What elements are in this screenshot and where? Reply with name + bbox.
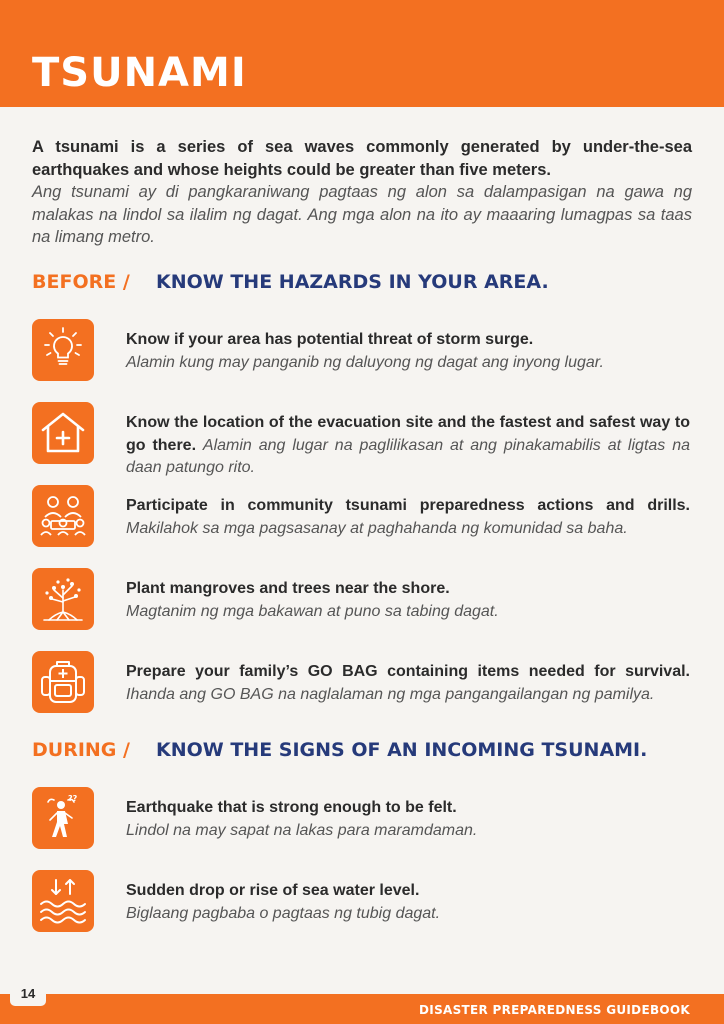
water-level-icon	[32, 870, 94, 932]
item-tagalog: Alamin ang lugar na paglilikasan at ang pinakamabilis at ligtas na daan patungo rito.	[126, 436, 690, 476]
page-header	[0, 0, 724, 107]
intro-english: A tsunami is a series of sea waves commonly generated by under-the-sea earthquakes and whose heights could be greater than five meters.	[32, 138, 692, 179]
item-english: Participate in community tsunami preparedness actions and drills.	[126, 497, 690, 514]
before-item-storm-surge	[32, 319, 694, 381]
item-tagalog: Lindol na may sapat na lakas para maramdaman.	[126, 821, 478, 839]
before-item-evacuation	[32, 402, 694, 476]
page-title: TSUNAMI	[32, 50, 247, 96]
during-section-title	[32, 738, 647, 762]
item-tagalog: Biglaang pagbaba o pagtaas ng tubig dagat.	[126, 904, 441, 922]
before-heading: KNOW THE HAZARDS IN YOUR AREA.	[156, 271, 549, 293]
mangrove-tree-icon	[32, 568, 94, 630]
item-tagalog: Alamin kung may panganib ng daluyong ng dagat ang inyong lugar.	[126, 353, 604, 371]
before-item-text	[126, 578, 690, 623]
svg-text:??: ??	[68, 794, 78, 803]
intro-paragraph	[32, 136, 692, 249]
before-item-text	[126, 495, 690, 540]
during-item-water-level	[32, 870, 694, 932]
page-number: 14	[10, 982, 46, 1006]
during-item-text	[126, 880, 690, 925]
before-item-mangroves	[32, 568, 694, 630]
evacuation-house-icon	[32, 402, 94, 464]
intro-tagalog: Ang tsunami ay di pangkaraniwang pagtaas ng alon sa dalampasigan na gawa ng malakas na lindol sa ilalim ng dagat. Ang mga alon na ito ay maaaring lumagpas sa taas na limang metro.	[32, 183, 692, 246]
go-bag-icon	[32, 651, 94, 713]
item-english: Prepare your family’s GO BAG containing items needed for survival.	[126, 663, 690, 680]
community-meeting-icon	[32, 485, 94, 547]
item-english: Know if your area has potential threat of storm surge.	[126, 331, 534, 348]
item-english: Know the location of the evacuation site and the fastest and safest way to go there.	[126, 414, 690, 454]
lightbulb-icon	[32, 319, 94, 381]
during-tag: DURING /	[32, 739, 130, 761]
during-item-earthquake	[32, 787, 694, 849]
before-section-title	[32, 270, 549, 294]
before-item-text	[126, 412, 690, 480]
before-item-go-bag	[32, 651, 694, 719]
item-tagalog: Magtanim ng mga bakawan at puno sa tabing dagat.	[126, 602, 499, 620]
item-english: Plant mangroves and trees near the shore.	[126, 580, 450, 597]
item-tagalog: Ihanda ang GO BAG na naglalaman ng mga pangangailangan ng pamilya.	[126, 685, 655, 703]
during-heading: KNOW THE SIGNS OF AN INCOMING TSUNAMI.	[156, 739, 648, 761]
before-item-drills	[32, 485, 694, 553]
item-english: Sudden drop or rise of sea water level.	[126, 882, 420, 899]
footer-title: DISASTER PREPAREDNESS GUIDEBOOK	[419, 1003, 690, 1017]
earthquake-person-icon	[32, 787, 94, 849]
before-tag: BEFORE /	[32, 271, 130, 293]
before-item-text	[126, 329, 690, 374]
before-item-text	[126, 661, 690, 706]
item-english: Earthquake that is strong enough to be felt.	[126, 799, 457, 816]
item-tagalog: Makilahok sa mga pagsasanay at paghahanda ng komunidad sa baha.	[126, 519, 628, 537]
during-item-text	[126, 797, 690, 842]
